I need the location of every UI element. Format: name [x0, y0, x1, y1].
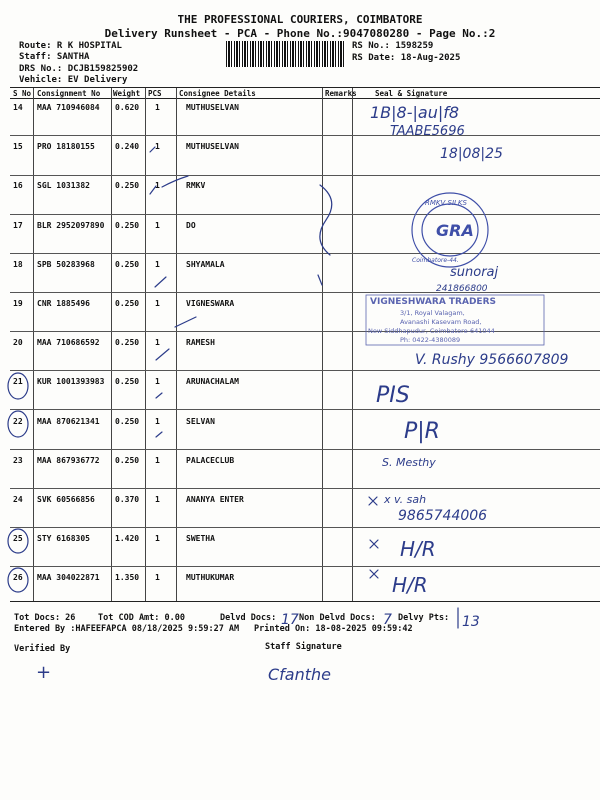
stamp-title: VIGNESHWARA TRADERS — [370, 297, 496, 307]
stamp-address: Avanashi Kasevam Road, — [400, 318, 482, 326]
stamp-logo: GRA — [436, 221, 474, 240]
row-sno: 24 — [13, 495, 23, 504]
col-divider — [111, 88, 112, 601]
row-consignment: SGL 1031382 — [37, 181, 90, 190]
handwritten-note: 1B|8-|au|f8 — [370, 103, 460, 122]
total-cod: Tot COD Amt: 0.00 — [98, 613, 185, 623]
col-divider — [145, 88, 146, 601]
x-mark — [369, 497, 377, 505]
row-divider — [10, 527, 600, 528]
row-weight: 0.250 — [115, 221, 140, 230]
handwritten-name: sunoraj — [450, 265, 499, 280]
stamp-name: RMKV SILKS — [425, 199, 467, 207]
delivery-points-label: Delvy Pts: — [398, 613, 450, 623]
stamp-address: 3/1, Royal Valagam, — [400, 309, 465, 317]
row-sno: 22 — [13, 417, 23, 426]
col-seal: Seal & Signature — [375, 89, 448, 98]
row-pcs: 1 — [155, 573, 160, 582]
rmkv-stamp-inner — [422, 204, 478, 256]
row-weight: 0.250 — [115, 181, 140, 190]
row-consignment: PRO 18180155 — [37, 142, 95, 151]
table-bottom-rule — [10, 601, 600, 602]
row-sno: 17 — [13, 221, 23, 230]
row-consignee: ANANYA ENTER — [186, 495, 244, 504]
row-divider — [10, 135, 600, 136]
row-divider — [10, 253, 600, 254]
staff-signature-label: Staff Signature — [265, 642, 342, 652]
total-docs: Tot Docs: 26 — [14, 613, 76, 623]
row-pcs: 1 — [155, 377, 160, 386]
delivered-count: 17 — [281, 612, 299, 628]
non-delivered-count: 7 — [383, 612, 392, 628]
row-divider — [10, 214, 600, 215]
row-consignment: CNR 1885496 — [37, 299, 90, 308]
rmkv-stamp — [412, 193, 488, 267]
printed-on: Printed On: 18-08-2025 09:59:42 — [254, 624, 413, 634]
row-divider — [10, 409, 600, 410]
row-consignment: KUR 1001393983 — [37, 377, 105, 386]
col-divider — [33, 88, 34, 601]
row-sno: 16 — [13, 181, 23, 190]
delivery-points-count: 13 — [462, 614, 480, 630]
row-consignment: MAA 710686592 — [37, 338, 100, 347]
tick-mark — [156, 393, 162, 398]
table-header-rule — [10, 98, 600, 99]
row-divider — [10, 331, 600, 332]
handwritten-signature: x v. sah — [384, 493, 427, 506]
drs-number: DRS No.: DCJB159825902 — [19, 64, 139, 74]
row-consignment: BLR 2952097890 — [37, 221, 105, 230]
row-divider — [10, 292, 600, 293]
row-weight: 0.240 — [115, 142, 140, 151]
row-sno: 23 — [13, 456, 23, 465]
table-top-rule — [10, 87, 600, 88]
row-consignee: RAMESH — [186, 338, 215, 347]
row-divider — [10, 566, 600, 567]
row-weight: 1.420 — [115, 534, 140, 543]
row-consignment: SVK 60566856 — [37, 495, 95, 504]
x-mark — [370, 570, 378, 578]
row-divider — [10, 370, 600, 371]
row-consignee: MUTHUSELVAN — [186, 142, 239, 151]
stamp-address: Ph: 0422-4380089 — [400, 336, 461, 344]
row-weight: 0.250 — [115, 260, 140, 269]
row-pcs: 1 — [155, 103, 160, 112]
handwritten-note: TAABE5696 — [390, 124, 465, 139]
row-divider — [10, 175, 600, 176]
row-consignee: ARUNACHALAM — [186, 377, 239, 386]
row-sno: 19 — [13, 299, 23, 308]
col-consignee: Consignee Details — [179, 89, 256, 98]
row-consignment: MAA 710946084 — [37, 103, 100, 112]
non-delivered-docs-label: Non Delvd Docs: — [299, 613, 376, 623]
stamp-city: Coimbatore-44. — [412, 257, 459, 264]
col-divider — [322, 88, 323, 601]
runsheet-title: Delivery Runsheet - PCA - Phone No.:9047080280 - Page No.:2 — [104, 27, 496, 40]
delivered-docs-label: Delvd Docs: — [220, 613, 277, 623]
row-weight: 0.250 — [115, 338, 140, 347]
row-weight: 0.250 — [115, 417, 140, 426]
row-pcs: 1 — [155, 260, 160, 269]
handwritten-signature: H/R — [400, 537, 436, 561]
col-sno: S No — [13, 89, 32, 98]
row-consignee: SHYAMALA — [186, 260, 225, 269]
row-consignment: MAA 870621341 — [37, 417, 100, 426]
row-pcs: 1 — [155, 338, 160, 347]
row-weight: 0.250 — [115, 377, 140, 386]
row-sno: 26 — [13, 573, 23, 582]
row-consignee: PALACECLUB — [186, 456, 235, 465]
staff-signature: Cfanthe — [268, 665, 332, 684]
row-weight: 0.250 — [115, 456, 140, 465]
tick-mark — [156, 349, 169, 360]
tick-mark — [175, 317, 196, 327]
col-pcs: PCS — [148, 89, 162, 98]
tick-mark — [155, 277, 166, 287]
row-sno: 20 — [13, 338, 23, 347]
vehicle-label: Vehicle: EV Delivery — [19, 75, 128, 85]
verified-mark: + — [36, 662, 52, 683]
row-pcs: 1 — [155, 456, 160, 465]
row-consignment: MAA 304022871 — [37, 573, 100, 582]
handwritten-signature: V. Rushy 9566607809 — [415, 352, 569, 368]
row-sno: 21 — [13, 377, 23, 386]
handwritten-signature: P|R — [404, 419, 440, 444]
route-label: Route: R K HOSPITAL — [19, 41, 122, 51]
handwritten-number: 241866800 — [436, 284, 488, 294]
row-sno: 25 — [13, 534, 23, 543]
row-sno: 14 — [13, 103, 23, 112]
tick-mark — [156, 432, 162, 437]
row-sno: 18 — [13, 260, 23, 269]
row-consignee: MUTHUSELVAN — [186, 103, 239, 112]
stamp-address: New Siddhapudur, Coimbatore-641044 — [368, 327, 495, 335]
staff-label: Staff: SANTHA — [19, 52, 90, 62]
col-remarks: Remarks — [325, 89, 357, 98]
handwritten-signature: H/R — [392, 573, 428, 597]
row-pcs: 1 — [155, 417, 160, 426]
verified-by-label: Verified By — [14, 644, 71, 654]
col-divider — [176, 88, 177, 601]
row-pcs: 1 — [155, 181, 160, 190]
row-weight: 0.250 — [115, 299, 140, 308]
row-consignment: SPB 50283968 — [37, 260, 95, 269]
handwritten-date: 18|08|25 — [440, 146, 503, 162]
row-divider — [10, 449, 600, 450]
row-consignee: SWETHA — [186, 534, 215, 543]
row-weight: 1.350 — [115, 573, 140, 582]
col-consignment: Consignment No — [37, 89, 101, 98]
row-consignment: STY 6168305 — [37, 534, 90, 543]
handwritten-number: 9865744006 — [398, 508, 488, 524]
row-sno: 15 — [13, 142, 23, 151]
handwritten-signature: PIS — [376, 383, 410, 408]
x-mark — [370, 540, 378, 548]
row-pcs: 1 — [155, 142, 160, 151]
barcode — [226, 41, 346, 67]
row-consignee: MUTHUKUMAR — [186, 573, 235, 582]
row-weight: 0.620 — [115, 103, 140, 112]
row-weight: 0.370 — [115, 495, 140, 504]
row-consignee: RMKV — [186, 181, 206, 190]
company-name: THE PROFESSIONAL COURIERS, COIMBATORE — [177, 13, 423, 26]
rs-number: RS No.: 1598259 — [352, 41, 434, 51]
row-pcs: 1 — [155, 299, 160, 308]
row-consignee: DO — [186, 221, 196, 230]
row-consignment: MAA 867936772 — [37, 456, 100, 465]
row-divider — [10, 488, 600, 489]
row-pcs: 1 — [155, 534, 160, 543]
col-weight: Weight — [113, 89, 141, 98]
entered-by: Entered By :HAFEEFAPCA 08/18/2025 9:59:27 AM — [14, 624, 240, 634]
row-consignee: SELVAN — [186, 417, 215, 426]
row-pcs: 1 — [155, 221, 160, 230]
col-divider — [352, 88, 353, 601]
row-pcs: 1 — [155, 495, 160, 504]
vigneshwara-stamp — [366, 295, 544, 345]
row-consignee: VIGNESWARA — [186, 299, 235, 308]
tick-mark — [162, 176, 188, 187]
handwritten-signature: S. Mesthy — [382, 456, 436, 469]
rs-date: RS Date: 18-Aug-2025 — [352, 53, 461, 63]
